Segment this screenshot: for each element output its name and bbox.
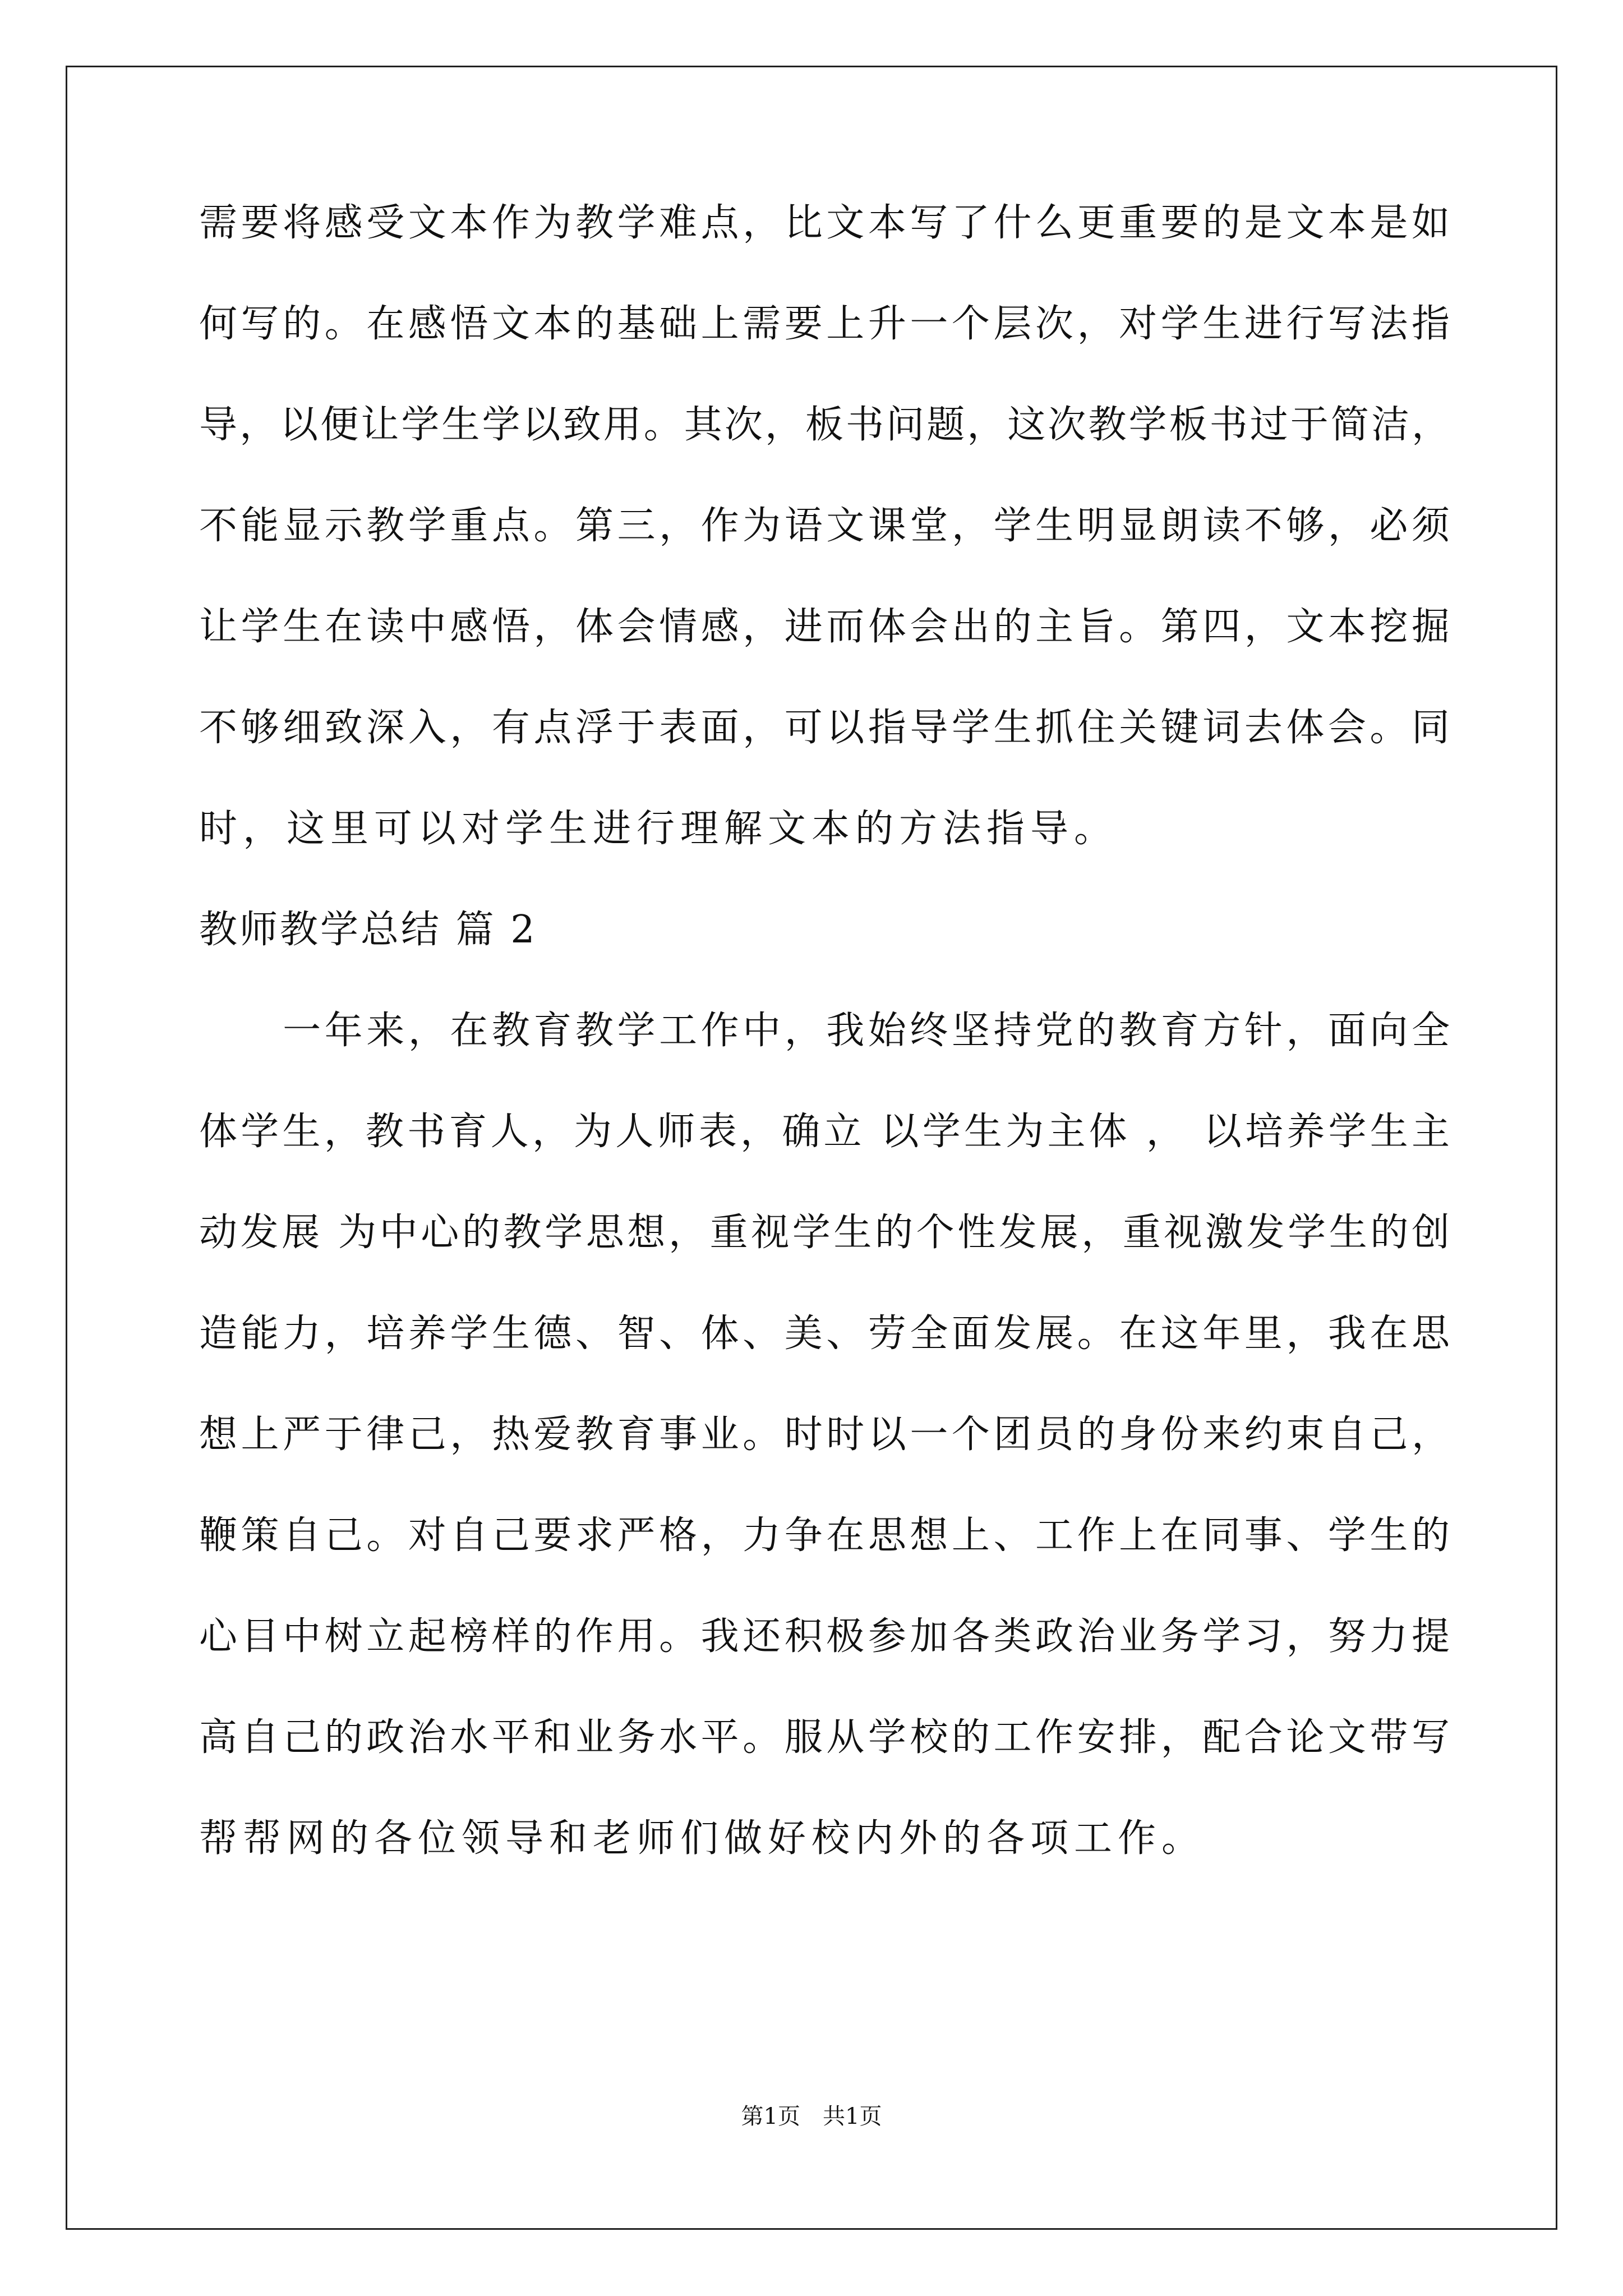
- paragraph-line: 导，以便让学生学以致用。其次，板书问题，这次教学板书过于简洁，: [199, 403, 1450, 447]
- paragraph-line: 何写的。在感悟文本的基础上需要上升一个层次，对学生进行写法指: [199, 302, 1450, 346]
- paragraph-line: 帮帮网的各位领导和老师们做好校内外的各项工作。: [199, 1816, 1206, 1861]
- paragraph-line: 动发展 为中心的教学思想，重视学生的个性发展，重视激发学生的创: [199, 1211, 1450, 1255]
- page-number-footer: 第1页 共1页: [741, 2104, 882, 2129]
- paragraph-line: 造能力，培养学生德、智、体、美、劳全面发展。在这年里，我在思: [199, 1312, 1450, 1356]
- section-heading: 教师教学总结 篇 2: [199, 908, 537, 952]
- paragraph-line: 需要将感受文本作为教学难点，比文本写了什么更重要的是文本是如: [199, 201, 1450, 245]
- paragraph-line: 不能显示教学重点。第三，作为语文课堂，学生明显朗读不够，必须: [199, 504, 1450, 548]
- paragraph-line: 时，这里可以对学生进行理解文本的方法指导。: [199, 807, 1118, 851]
- paragraph-line: 让学生在读中感悟，体会情感，进而体会出的主旨。第四，文本挖掘: [199, 605, 1450, 649]
- paragraph-line: 高自己的政治水平和业务水平。服从学校的工作安排，配合论文带写: [199, 1715, 1450, 1760]
- paragraph-line: 想上严于律己，热爱教育事业。时时以一个团员的身份来约束自己，: [199, 1412, 1450, 1457]
- paragraph-line: 不够细致深入，有点浮于表面，可以指导学生抓住关键词去体会。同: [199, 706, 1450, 750]
- paragraph-line: 心目中树立起榜样的作用。我还积极参加各类政治业务学习，努力提: [199, 1614, 1450, 1659]
- paragraph-line: 鞭策自己。对自己要求严格，力争在思想上、工作上在同事、学生的: [199, 1513, 1450, 1558]
- paragraph-line: 一年来，在教育教学工作中，我始终坚持党的教育方针，面向全: [199, 1009, 1450, 1053]
- paragraph-line: 体学生，教书育人，为人师表，确立 以学生为主体 ， 以培养学生主: [199, 1110, 1450, 1154]
